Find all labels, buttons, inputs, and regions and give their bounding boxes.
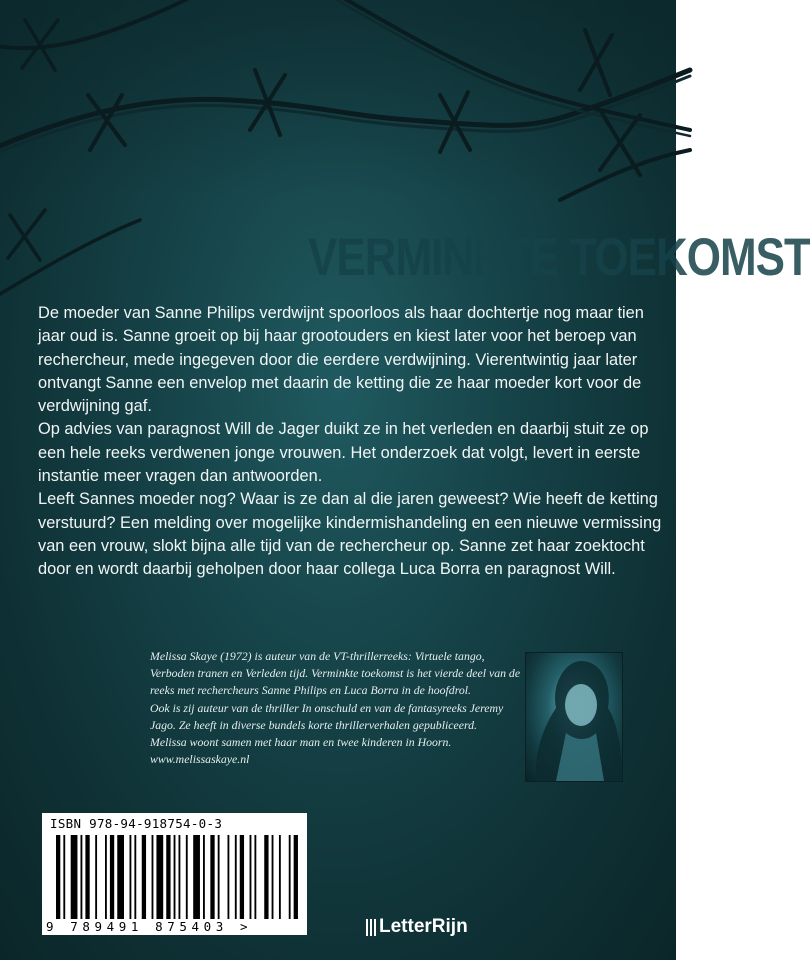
barcode-bar [186,835,188,919]
barcode-bar [85,835,89,919]
barcode-bar [289,835,291,919]
barcode-bar [152,835,154,919]
barcode-bar [166,835,170,919]
barcode-bar [210,835,214,919]
blurb-paragraph-2: Op advies van paragnost Will de Jager duikt ze in het verleden en daarbij stuit ze op een hele reeks verdwenen jonge vrouwen. Het onderzoek dat volgt, levert in eerste instantie meer vragen dan antwoorden. [38,420,649,486]
title-watermark: VERMINKTE TOEKOMST [308,228,810,287]
barcode-bar [63,835,65,919]
barcode-bar [71,835,78,919]
barcode-bar [56,835,60,919]
barcode-bar [264,835,268,919]
barcode-bar [81,835,83,919]
author-website: www.melissaskaye.nl [150,752,250,767]
barcode-bar [218,835,220,919]
barcode-bar [250,835,252,919]
blurb-paragraph-1: De moeder van Sanne Philips verdwijnt spoorloos als haar dochtertje nog maar tien jaar oud is. Sanne groeit op bij haar grootouders en kiest later voor het beroep van rechercheur, mede ingegeven door die eerdere verdwijning. Vierentwintig jaar later ontvangt Sanne een envelop met daarin de ketting die ze haar moeder kort voor de verdwijning gaf. [38,304,644,416]
barcode-number: 9 789491 875403 > [46,919,253,934]
barcode-bar [117,835,124,919]
bio-paragraph-1: Melissa Skaye (1972) is auteur van de VT-thrillerreeks: Virtuele tango, Verboden tranen en Verleden tijd. Verminkte toekomst is het vierde deel van de reeks met rechercheurs Sanne Philips en Luca Borra in de hoofdrol. [150,649,521,698]
author-photo [525,652,623,782]
barcode-bar [95,835,97,919]
barcode-bar [174,835,176,919]
barcode-bar [156,835,163,919]
barcode-bar [203,835,205,919]
publisher-name: LetterRijn [379,916,468,937]
bio-paragraph-2: Ook is zij auteur van de thriller In onschuld en van de fantasyreeks Jeremy Jago. Ze heeft in diverse bundels korte thrillerverhalen gepubliceerd. [150,700,504,732]
barcode-bar [110,835,114,919]
barcode-bar [294,835,298,919]
barcode-bar [228,835,230,919]
publisher-logo [366,916,468,938]
isbn-label: ISBN 978-94-918754-0-3 [50,816,223,831]
barcode-bar [134,835,136,919]
barcode-bar [235,835,237,919]
isbn-barcode [42,813,307,935]
barcode-bar [240,835,244,919]
barcode-bar [279,835,281,919]
author-bio [150,648,530,768]
barcode-bars [52,835,300,919]
author-silhouette [526,653,622,781]
barcode-bar [130,835,132,919]
barcode-bar [142,835,146,919]
barcode-bar [254,835,256,919]
barcode-bar [105,835,107,919]
barcode-bar [193,835,200,919]
blurb-text [38,302,663,582]
bio-paragraph-3: Melissa woont samen met haar man en twee kinderen in Hoorn. [150,735,452,750]
barcode-bar [179,835,181,919]
barcode-bar [272,835,274,919]
blurb-paragraph-3: Leeft Sannes moeder nog? Waar is ze dan al die jaren geweest? Wie heeft de ketting verstuurd? Een melding over mogelijke kindermishandeling en een nieuwe vermissing van een vrouw, slokt bijna alle tijd van de rechercheur op. Sanne zet haar zoektocht door en wordt daarbij geholpen door haar collega Luca Borra en paragnost Will. [38,490,662,579]
publisher-logo-icon [366,919,376,936]
